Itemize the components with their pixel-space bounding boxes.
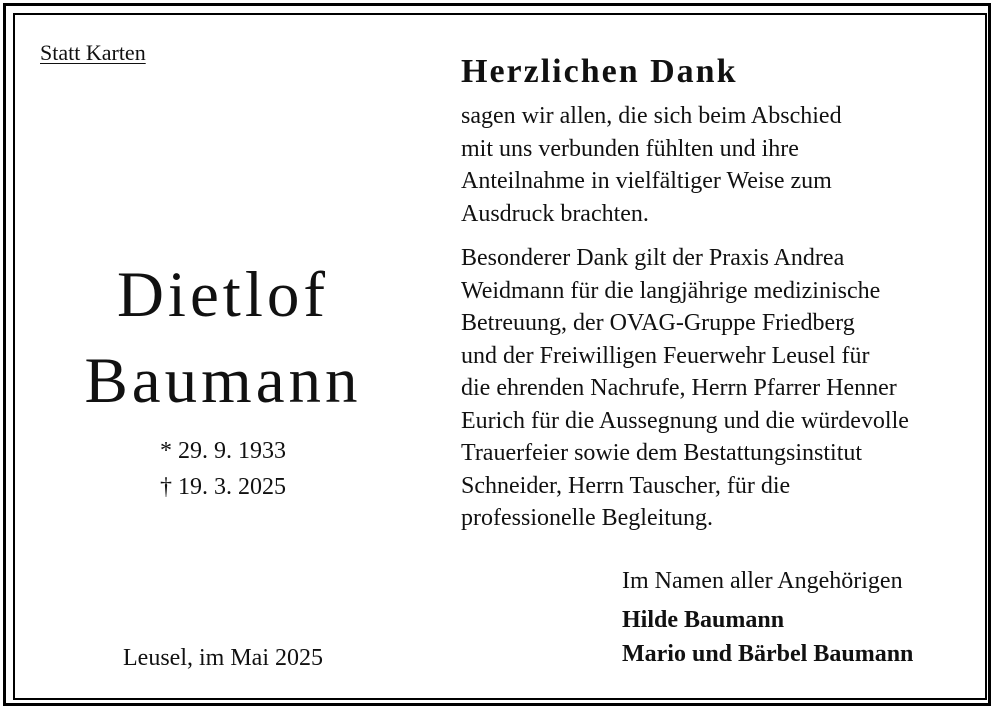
text-line: professionelle Begleitung. bbox=[461, 505, 713, 531]
thanks-heading: Herzlichen Dank bbox=[461, 53, 738, 90]
text-line: Besonderer Dank gilt der Praxis Andrea bbox=[461, 245, 845, 271]
text-line: sagen wir allen, die sich beim Abschied bbox=[461, 103, 842, 129]
thanks-paragraph-2 bbox=[461, 242, 909, 535]
signatory-name: Hilde Baumann bbox=[622, 607, 785, 633]
deceased-last-name: Baumann bbox=[84, 345, 362, 417]
text-line: mit uns verbunden fühlten und ihre bbox=[461, 135, 799, 162]
text-line: und der Freiwilligen Feuerwehr Leusel für bbox=[461, 342, 870, 369]
text-line: Weidmann für die langjährige medizinische bbox=[461, 277, 881, 304]
text-line: Anteilnahme in vielfältiger Weise zum bbox=[461, 168, 832, 194]
text-line: Ausdruck brachten. bbox=[461, 200, 649, 227]
text-line: Eurich für die Aussegnung und die würdevolle bbox=[461, 407, 909, 434]
signatory-name: Mario und Bärbel Baumann bbox=[622, 641, 914, 667]
text-line: Trauerfeier sowie dem Bestattungsinstitut bbox=[461, 440, 863, 466]
place-and-date: Leusel, im Mai 2025 bbox=[123, 645, 323, 671]
birth-date: * 29. 9. 1933 bbox=[160, 438, 286, 464]
closing-phrase: Im Namen aller Angehörigen bbox=[622, 568, 903, 594]
statt-karten-note: Statt Karten bbox=[40, 40, 146, 65]
thanks-paragraph-1 bbox=[461, 100, 842, 230]
deceased-first-name: Dietlof bbox=[116, 259, 330, 331]
text-line: Schneider, Herrn Tauscher, für die bbox=[461, 472, 791, 499]
text-line: die ehrenden Nachrufe, Herrn Pfarrer Henner bbox=[461, 375, 897, 401]
death-date: † 19. 3. 2025 bbox=[160, 474, 286, 500]
text-line: Betreuung, der OVAG-Gruppe Friedberg bbox=[461, 310, 855, 336]
